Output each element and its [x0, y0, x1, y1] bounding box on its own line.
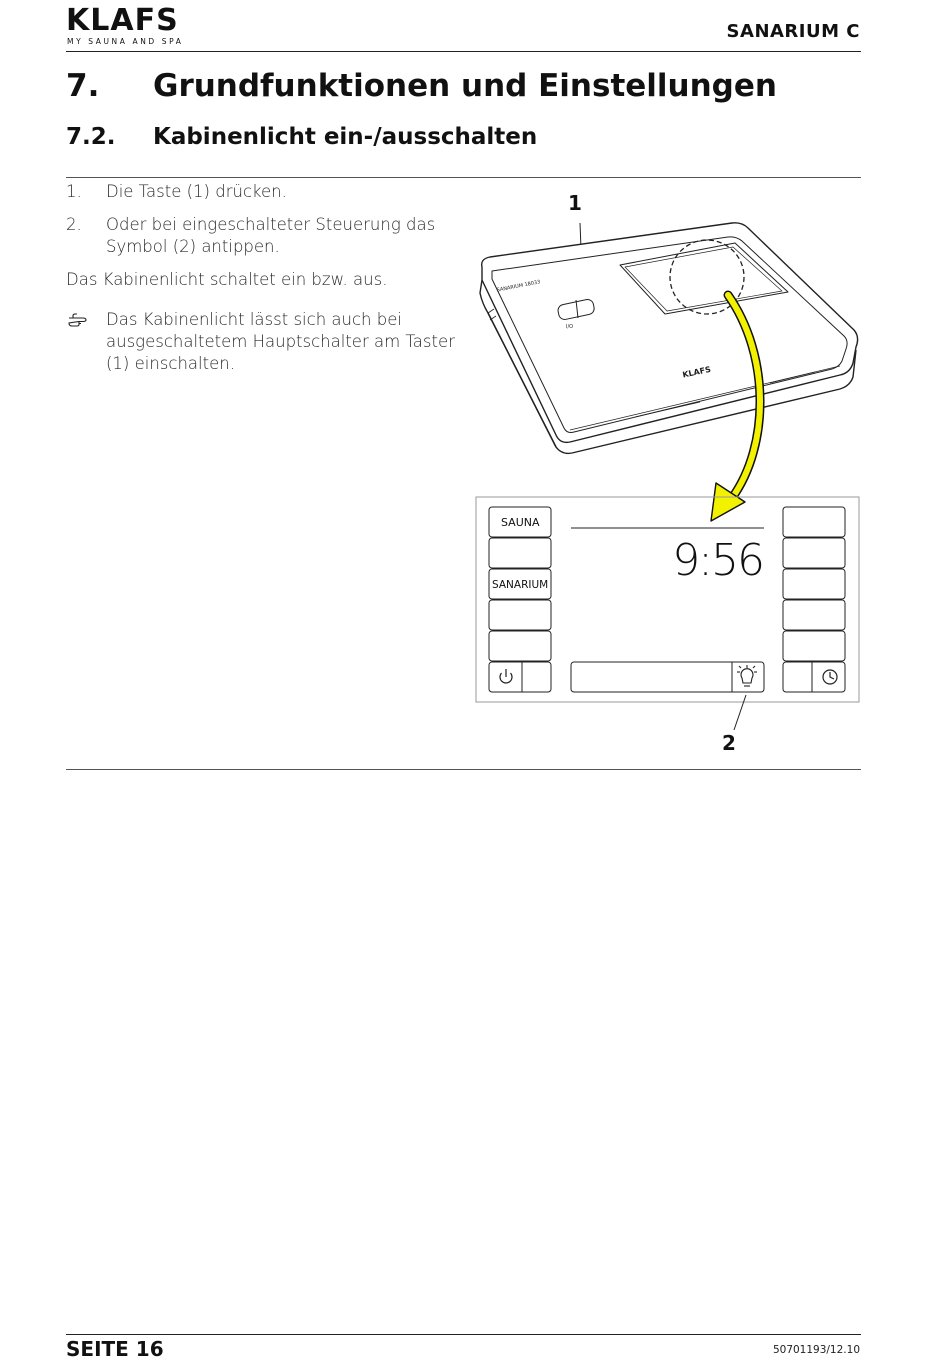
- power-icon: [500, 669, 512, 683]
- power-button: [489, 662, 551, 692]
- section-divider: [66, 177, 861, 178]
- header-divider: [66, 51, 861, 52]
- touch-display: [476, 497, 859, 702]
- step-number: 1.: [66, 182, 82, 201]
- display-button-empty: [489, 538, 551, 568]
- sauna-label: SAUNA: [501, 516, 540, 529]
- callout-2-leader: [734, 695, 746, 730]
- figure-divider: [66, 769, 861, 770]
- brand-tagline: MY SAUNA AND SPA: [67, 37, 184, 46]
- callout-1: 1: [568, 191, 582, 215]
- document-number: 50701193/12.10: [772, 1344, 860, 1356]
- section-number: 7.2.: [66, 124, 116, 150]
- step-text: Oder bei eingeschalteter Steuerung das Symbol (2) antippen.: [106, 215, 436, 256]
- footer-divider: [66, 1334, 861, 1335]
- switch-label: I/O: [566, 324, 574, 330]
- result-text: Das Kabinenlicht schaltet ein bzw. aus.: [66, 270, 388, 289]
- brand-logo: KLAFS: [66, 3, 179, 38]
- light-bulb-icon: [737, 665, 757, 686]
- control-unit-device: [480, 223, 858, 454]
- light-bar: [571, 662, 764, 692]
- clock-icon: [823, 670, 837, 684]
- device-brand-label: KLAFS: [681, 364, 712, 380]
- pointing-hand-icon: [66, 309, 96, 335]
- chapter-title: Grundfunktionen und Einstellungen: [153, 68, 777, 104]
- page-number: SEITE 16: [66, 1337, 164, 1361]
- time-display: 9:56: [672, 535, 763, 586]
- sanarium-label: SANARIUM: [492, 579, 549, 591]
- section-title: Kabinenlicht ein-/ausschalten: [153, 124, 538, 150]
- chapter-number: 7.: [66, 68, 100, 104]
- note-text: Das Kabinenlicht lässt sich auch bei ausgeschaltetem Hauptschalter am Taster (1) einschalten.: [106, 310, 455, 373]
- callout-2: 2: [722, 731, 736, 755]
- device-figure: [470, 185, 865, 770]
- step-text: Die Taste (1) drücken.: [106, 182, 287, 201]
- clock-button: [783, 662, 845, 692]
- step-number: 2.: [66, 215, 82, 234]
- display-button-empty: [489, 600, 551, 630]
- device-model-label: SANARIUM 18033: [496, 279, 541, 294]
- display-button-empty: [489, 631, 551, 661]
- product-name: SANARIUM C: [726, 21, 860, 42]
